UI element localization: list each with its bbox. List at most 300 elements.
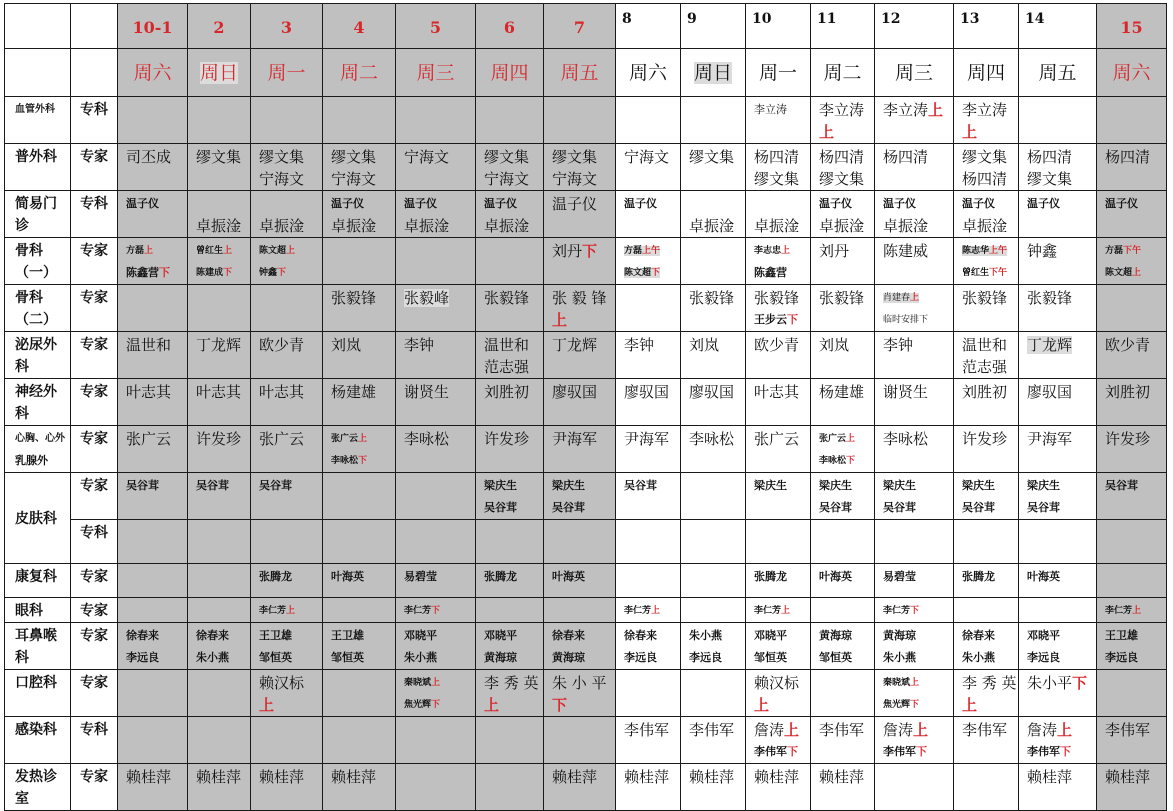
doctor-name: 宁海文 xyxy=(624,148,670,166)
doctor-name: 邹恒英 xyxy=(259,651,292,664)
doctor-name: 李伟军 xyxy=(819,721,865,739)
schedule-line xyxy=(689,719,745,741)
date-label: 6 xyxy=(503,18,516,37)
schedule-cell xyxy=(954,379,1019,426)
schedule-cell xyxy=(188,473,251,520)
doctor-name: 赖桂萍 xyxy=(1105,768,1151,786)
doctor-name: 许发珍 xyxy=(1105,430,1151,448)
doctor-name: 李立涛 xyxy=(883,101,929,119)
date-header xyxy=(396,4,476,49)
schedule-line xyxy=(552,566,615,588)
department-name: 耳鼻喉科 xyxy=(15,628,57,666)
weekday-header xyxy=(396,49,476,97)
schedule-cell xyxy=(476,332,544,379)
schedule-line xyxy=(962,672,1018,694)
schedule-cell xyxy=(544,717,616,764)
schedule-cell xyxy=(323,144,396,191)
shift-marker: 下 xyxy=(787,313,798,326)
schedule-line xyxy=(689,428,745,450)
doctor-name: 温子仪 xyxy=(883,197,916,210)
department-cell xyxy=(5,764,71,811)
schedule-line xyxy=(259,694,322,716)
schedule-line xyxy=(259,381,322,403)
schedule-line xyxy=(962,193,1018,215)
department-name: 心胸、心外 xyxy=(15,433,65,444)
schedule-cell xyxy=(1019,764,1097,811)
schedule-cell xyxy=(875,670,954,717)
schedule-line xyxy=(331,193,395,215)
schedule-line xyxy=(883,719,953,741)
schedule-line xyxy=(1027,719,1096,741)
schedule-cell xyxy=(544,670,616,717)
schedule-line xyxy=(883,497,953,519)
schedule-line xyxy=(259,334,322,356)
doctor-name: 钟鑫 xyxy=(259,268,278,278)
schedule-cell xyxy=(396,623,476,670)
doctor-name: 朱小燕 xyxy=(962,651,995,664)
schedule-line xyxy=(196,428,250,450)
doctor-name: 焦光辉 xyxy=(883,700,911,710)
schedule-line xyxy=(259,672,322,694)
schedule-line xyxy=(962,428,1018,450)
schedule-cell xyxy=(1097,623,1167,670)
schedule-cell xyxy=(476,598,544,623)
schedule-line xyxy=(1027,625,1096,647)
schedule-line xyxy=(754,287,810,309)
schedule-line xyxy=(819,99,874,121)
schedule-cell xyxy=(1019,426,1097,473)
shift-marker: 上 xyxy=(819,123,835,141)
schedule-cell xyxy=(544,473,616,520)
clinic-type-cell xyxy=(71,598,118,623)
doctor-name: 温子仪 xyxy=(624,197,657,210)
schedule-line xyxy=(754,262,810,284)
clinic-type-cell xyxy=(71,473,118,520)
doctor-name: 缪文集 xyxy=(484,148,530,166)
schedule-cell xyxy=(875,564,954,598)
department-name: 泌尿外科 xyxy=(15,337,57,375)
schedule-line xyxy=(484,694,543,716)
schedule-line xyxy=(1027,566,1096,588)
schedule-line xyxy=(962,99,1018,121)
weekday-header xyxy=(616,49,681,97)
schedule-line xyxy=(552,672,615,694)
schedule-cell xyxy=(476,238,544,285)
doctor-name: 徐春来 xyxy=(196,629,229,642)
schedule-cell xyxy=(875,717,954,764)
schedule-cell xyxy=(954,623,1019,670)
schedule-line xyxy=(624,647,680,669)
schedule-cell xyxy=(875,520,954,564)
schedule-cell xyxy=(1097,426,1167,473)
roster-row xyxy=(5,144,1167,191)
doctor-name: 叶海英 xyxy=(331,570,364,583)
weekday-header-row xyxy=(5,49,1167,97)
schedule-line xyxy=(1027,146,1096,168)
schedule-line xyxy=(126,428,187,450)
doctor-name: 李伟军 xyxy=(1027,745,1060,758)
schedule-line xyxy=(552,381,615,403)
schedule-cell xyxy=(476,191,544,238)
schedule-cell xyxy=(1097,473,1167,520)
schedule-line xyxy=(819,497,874,519)
schedule-cell xyxy=(188,144,251,191)
schedule-cell xyxy=(476,520,544,564)
doctor-name: 刘岚 xyxy=(331,336,362,354)
doctor-name: 缪文集 xyxy=(196,148,242,166)
schedule-line xyxy=(1105,146,1166,168)
schedule-line xyxy=(126,647,187,669)
schedule-line xyxy=(552,146,615,168)
schedule-cell xyxy=(544,144,616,191)
schedule-cell xyxy=(681,426,746,473)
doctor-name: 曾红生 xyxy=(962,268,990,278)
clinic-type-cell xyxy=(71,520,118,564)
schedule-cell xyxy=(251,564,323,598)
schedule-cell xyxy=(251,598,323,623)
schedule-line xyxy=(754,381,810,403)
doctor-name: 赖桂萍 xyxy=(196,768,242,786)
schedule-line xyxy=(1105,262,1166,284)
doctor-name: 温世和 xyxy=(962,336,1008,354)
clinic-type-cell xyxy=(71,97,118,144)
schedule-cell xyxy=(616,520,681,564)
doctor-name: 温子仪 xyxy=(1027,197,1060,210)
schedule-cell xyxy=(544,623,616,670)
schedule-cell xyxy=(875,379,954,426)
schedule-cell xyxy=(681,764,746,811)
schedule-line xyxy=(196,334,250,356)
doctor-name: 缪文集 xyxy=(552,148,598,166)
doctor-name: 陈建威 xyxy=(883,242,929,260)
clinic-type: 专家 xyxy=(80,603,108,619)
schedule-line xyxy=(754,766,810,788)
date-label: 7 xyxy=(573,18,586,37)
doctor-name: 朱小平 xyxy=(1027,674,1073,692)
schedule-cell xyxy=(616,717,681,764)
date-label: 14 xyxy=(1025,11,1045,27)
schedule-line xyxy=(689,146,745,168)
schedule-cell xyxy=(396,426,476,473)
schedule-line xyxy=(962,694,1018,716)
schedule-cell xyxy=(251,520,323,564)
shift-marker: 下 xyxy=(552,696,568,714)
date-header xyxy=(746,4,811,49)
date-header xyxy=(875,4,954,49)
schedule-line xyxy=(196,193,250,215)
schedule-line xyxy=(126,625,187,647)
doctor-name: 李伟军 xyxy=(1105,721,1151,739)
schedule-line xyxy=(624,719,680,741)
roster-row xyxy=(5,670,1167,717)
doctor-name: 黄海琼 xyxy=(819,629,852,642)
schedule-line xyxy=(196,625,250,647)
doctor-name: 卓振淦 xyxy=(484,217,530,235)
clinic-type-cell xyxy=(71,332,118,379)
shift-marker: 上午 xyxy=(642,246,661,256)
doctor-name: 欧少青 xyxy=(754,336,800,354)
schedule-cell xyxy=(118,598,188,623)
duty-roster-table xyxy=(4,3,1167,811)
schedule-cell xyxy=(396,520,476,564)
schedule-cell xyxy=(396,285,476,332)
doctor-name: 梁庆生 xyxy=(883,479,916,492)
schedule-cell xyxy=(746,520,811,564)
schedule-cell xyxy=(188,191,251,238)
department-name: 眼科 xyxy=(15,603,43,619)
doctor-name: 陈建成 xyxy=(196,268,224,278)
schedule-line xyxy=(404,625,475,647)
shift-marker: 上 xyxy=(910,293,920,303)
doctor-name: 赖桂萍 xyxy=(819,768,865,786)
clinic-type-cell xyxy=(71,717,118,764)
schedule-cell xyxy=(544,285,616,332)
schedule-cell xyxy=(1019,285,1097,332)
schedule-line xyxy=(196,262,250,284)
schedule-cell xyxy=(1019,598,1097,623)
schedule-line xyxy=(819,381,874,403)
schedule-cell xyxy=(323,717,396,764)
doctor-name: 卓振淦 xyxy=(962,217,1008,235)
doctor-name: 张广云 xyxy=(819,434,847,444)
schedule-cell xyxy=(323,764,396,811)
schedule-line xyxy=(962,240,1018,262)
doctor-name: 朱小燕 xyxy=(883,651,916,664)
doctor-name: 张毅锋 xyxy=(331,289,377,307)
schedule-line xyxy=(689,625,745,647)
schedule-cell xyxy=(811,144,875,191)
roster-row xyxy=(5,520,1167,564)
schedule-line xyxy=(754,600,810,622)
schedule-cell xyxy=(616,238,681,285)
doctor-name: 陈志华 xyxy=(962,246,990,256)
schedule-line xyxy=(883,381,953,403)
doctor-name: 刘胜初 xyxy=(962,383,1008,401)
schedule-cell xyxy=(1097,670,1167,717)
doctor-name: 陈文超 xyxy=(624,268,652,278)
schedule-cell xyxy=(746,670,811,717)
doctor-name: 王卫雄 xyxy=(331,629,364,642)
doctor-name: 梁庆生 xyxy=(962,479,995,492)
date-label: 10 xyxy=(752,11,772,27)
shift-marker: 上 xyxy=(651,606,661,616)
schedule-line xyxy=(1027,497,1096,519)
clinic-type: 专家 xyxy=(80,337,108,353)
doctor-name: 温子仪 xyxy=(484,197,517,210)
schedule-cell xyxy=(1019,97,1097,144)
department-cell xyxy=(5,191,71,238)
doctor-name: 李咏松 xyxy=(689,430,735,448)
schedule-cell xyxy=(544,598,616,623)
shift-marker: 上午 xyxy=(989,246,1008,256)
doctor-name: 李远良 xyxy=(126,651,159,664)
schedule-line xyxy=(624,262,680,284)
shift-marker: 上 xyxy=(781,606,791,616)
schedule-cell xyxy=(118,764,188,811)
schedule-line xyxy=(624,193,680,215)
doctor-name: 李伟军 xyxy=(883,745,916,758)
schedule-line xyxy=(689,193,745,215)
doctor-name: 李仁芳 xyxy=(883,606,911,616)
doctor-name: 李伟军 xyxy=(689,721,735,739)
department-cell xyxy=(5,332,71,379)
schedule-cell xyxy=(323,191,396,238)
schedule-line xyxy=(624,766,680,788)
schedule-line xyxy=(754,99,810,121)
schedule-line xyxy=(1027,193,1096,215)
schedule-cell xyxy=(681,670,746,717)
schedule-line xyxy=(404,146,475,168)
schedule-cell xyxy=(188,379,251,426)
roster-row xyxy=(5,598,1167,623)
weekday-label: 周二 xyxy=(339,61,378,84)
schedule-line xyxy=(404,287,475,309)
schedule-line xyxy=(259,475,322,497)
schedule-line xyxy=(404,428,475,450)
schedule-line xyxy=(484,356,543,378)
schedule-line xyxy=(331,428,395,450)
schedule-line xyxy=(883,475,953,497)
schedule-cell xyxy=(251,238,323,285)
schedule-cell xyxy=(616,623,681,670)
schedule-cell xyxy=(323,670,396,717)
weekday-label: 周四 xyxy=(966,61,1005,84)
schedule-cell xyxy=(188,238,251,285)
doctor-name: 詹涛 xyxy=(1027,721,1058,739)
schedule-line xyxy=(819,121,874,143)
schedule-cell xyxy=(954,285,1019,332)
date-header xyxy=(616,4,681,49)
clinic-type-cell xyxy=(71,670,118,717)
doctor-name: 温子仪 xyxy=(331,197,364,210)
date-header xyxy=(476,4,544,49)
corner-cell xyxy=(5,4,71,49)
doctor-name: 李仁芳 xyxy=(754,606,782,616)
schedule-cell xyxy=(323,564,396,598)
schedule-cell xyxy=(681,598,746,623)
doctor-name: 刘胜初 xyxy=(1105,383,1151,401)
doctor-name: 张广云 xyxy=(754,430,800,448)
doctor-name: 李咏松 xyxy=(404,430,450,448)
schedule-line xyxy=(1027,475,1096,497)
schedule-cell xyxy=(1019,379,1097,426)
shift-marker: 上 xyxy=(962,123,978,141)
schedule-line xyxy=(1105,625,1166,647)
doctor-name: 卓振淦 xyxy=(331,217,377,235)
doctor-name: 李伟军 xyxy=(962,721,1008,739)
schedule-cell xyxy=(746,191,811,238)
schedule-line xyxy=(259,566,322,588)
schedule-line xyxy=(196,647,250,669)
doctor-name: 李仁芳 xyxy=(624,606,652,616)
schedule-cell xyxy=(616,379,681,426)
schedule-line xyxy=(552,240,615,262)
schedule-line xyxy=(624,428,680,450)
doctor-name: 钟鑫 xyxy=(1027,242,1058,260)
schedule-line xyxy=(962,566,1018,588)
schedule-cell xyxy=(118,332,188,379)
doctor-name: 吴谷茸 xyxy=(962,501,995,514)
weekday-label: 周六 xyxy=(133,61,172,84)
schedule-cell xyxy=(1097,97,1167,144)
schedule-cell xyxy=(875,191,954,238)
doctor-name: 吴谷茸 xyxy=(1105,479,1138,492)
date-label: 4 xyxy=(353,18,365,37)
schedule-cell xyxy=(746,144,811,191)
shift-marker: 下 xyxy=(431,700,441,710)
schedule-line xyxy=(962,287,1018,309)
doctor-name: 肖建春 xyxy=(883,293,911,303)
schedule-line xyxy=(754,168,810,190)
doctor-name: 李 秀 英 xyxy=(484,674,539,692)
schedule-line xyxy=(404,647,475,669)
schedule-cell xyxy=(1097,191,1167,238)
roster-row xyxy=(5,717,1167,764)
schedule-line xyxy=(196,475,250,497)
doctor-name: 赖桂萍 xyxy=(552,768,598,786)
doctor-name: 丁龙辉 xyxy=(1027,336,1073,354)
schedule-line xyxy=(819,215,874,237)
shift-marker: 下 xyxy=(846,456,856,466)
schedule-line xyxy=(331,766,395,788)
weekday-header xyxy=(811,49,875,97)
doctor-name: 李 秀 英 xyxy=(962,674,1017,692)
doctor-name: 邓晓平 xyxy=(754,629,787,642)
schedule-line xyxy=(754,694,810,716)
date-header xyxy=(954,4,1019,49)
doctor-name: 刘丹 xyxy=(819,242,850,260)
doctor-name: 张腾龙 xyxy=(962,570,995,583)
shift-marker: 上 xyxy=(910,678,920,688)
date-label: 13 xyxy=(960,11,980,27)
schedule-cell xyxy=(1097,144,1167,191)
date-header xyxy=(681,4,746,49)
schedule-line xyxy=(754,334,810,356)
schedule-line xyxy=(259,168,322,190)
schedule-line xyxy=(962,381,1018,403)
schedule-line xyxy=(1105,719,1166,741)
schedule-line xyxy=(259,428,322,450)
doctor-name: 司丕成 xyxy=(126,148,172,166)
schedule-cell xyxy=(811,520,875,564)
shift-marker: 上 xyxy=(259,696,275,714)
shift-marker: 下 xyxy=(358,456,368,466)
doctor-name: 陈鑫营 xyxy=(126,266,159,279)
schedule-line xyxy=(624,240,680,262)
clinic-type: 专家 xyxy=(80,628,108,644)
schedule-cell xyxy=(1019,238,1097,285)
schedule-line xyxy=(624,381,680,403)
schedule-line xyxy=(484,146,543,168)
schedule-line xyxy=(1105,193,1166,215)
doctor-name: 邹恒英 xyxy=(331,651,364,664)
schedule-cell xyxy=(476,764,544,811)
schedule-line xyxy=(962,146,1018,168)
doctor-name: 赖桂萍 xyxy=(689,768,735,786)
schedule-line xyxy=(819,428,874,450)
schedule-line xyxy=(689,334,745,356)
doctor-name: 邹恒英 xyxy=(819,651,852,664)
doctor-name: 秦晓斌 xyxy=(883,678,911,688)
schedule-cell xyxy=(188,332,251,379)
schedule-cell xyxy=(396,764,476,811)
doctor-name: 徐春来 xyxy=(962,629,995,642)
schedule-cell xyxy=(746,285,811,332)
schedule-line xyxy=(404,672,475,694)
schedule-line xyxy=(484,193,543,215)
doctor-name: 缪文集 xyxy=(819,170,865,188)
schedule-line xyxy=(754,647,810,669)
